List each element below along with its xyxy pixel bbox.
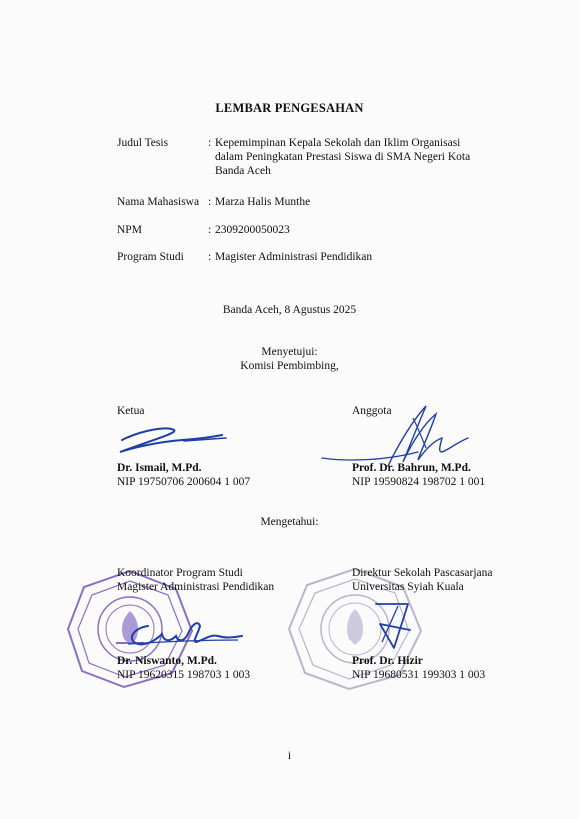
koordinator-nip: NIP 19620315 198703 1 003	[117, 669, 251, 681]
koordinator-name: Dr. Niswanto, M.Pd.	[117, 655, 217, 667]
field-judul-value	[215, 136, 505, 178]
field-nama-value: Marza Halis Munthe	[215, 196, 311, 208]
direktur-university: Universitas Syiah Kuala	[352, 581, 464, 593]
field-npm-label: NPM	[117, 224, 142, 236]
know-heading: Mengetahui:	[260, 516, 319, 528]
anggota-nip: NIP 19590824 198702 1 001	[352, 476, 486, 488]
koordinator-signature-icon	[118, 616, 248, 656]
approve-subheading: Komisi Pembimbing,	[240, 360, 339, 372]
field-npm-colon: :	[208, 224, 212, 236]
anggota-name: Prof. Dr. Bahrun, M.Pd.	[352, 462, 471, 474]
koordinator-role: Koordinator Program Studi	[117, 567, 243, 579]
field-nama-label: Nama Mahasiswa	[117, 196, 200, 208]
field-judul-label: Judul Tesis	[117, 137, 169, 149]
direktur-signature-icon	[368, 596, 418, 656]
place-date: Banda Aceh, 8 Agustus 2025	[222, 304, 357, 316]
ketua-nip: NIP 19750706 200604 1 007	[117, 476, 251, 488]
direktur-nip: NIP 19680531 199303 1 003	[352, 669, 486, 681]
koordinator-prodi: Magister Administrasi Pendidikan	[117, 581, 275, 593]
page-title: LEMBAR PENGESAHAN	[215, 101, 364, 115]
ketua-name: Dr. Ismail, M.Pd.	[117, 462, 202, 474]
judul-line: Banda Aceh	[215, 165, 271, 177]
field-prodi-value: Magister Administrasi Pendidikan	[215, 251, 373, 263]
field-nama-colon: :	[208, 196, 212, 208]
page-number: i	[287, 750, 292, 762]
judul-line: Kepemimpinan Kepala Sekolah dan Iklim Organisasi	[215, 137, 461, 149]
direktur-role: Direktur Sekolah Pascasarjana	[352, 567, 493, 579]
approve-heading: Menyetujui:	[261, 346, 318, 358]
judul-line: dalam Peningkatan Prestasi Siswa di SMA Negeri Kota	[215, 151, 471, 163]
direktur-name: Prof. Dr. Hizir	[352, 655, 423, 667]
ketua-role: Ketua	[117, 405, 145, 417]
field-prodi-colon: :	[208, 251, 212, 263]
field-judul-colon: :	[208, 137, 212, 149]
anggota-role: Anggota	[352, 405, 392, 417]
field-prodi-label: Program Studi	[117, 251, 184, 263]
ketua-signature-icon	[112, 418, 234, 462]
field-npm-value: 2309200050023	[215, 224, 290, 236]
